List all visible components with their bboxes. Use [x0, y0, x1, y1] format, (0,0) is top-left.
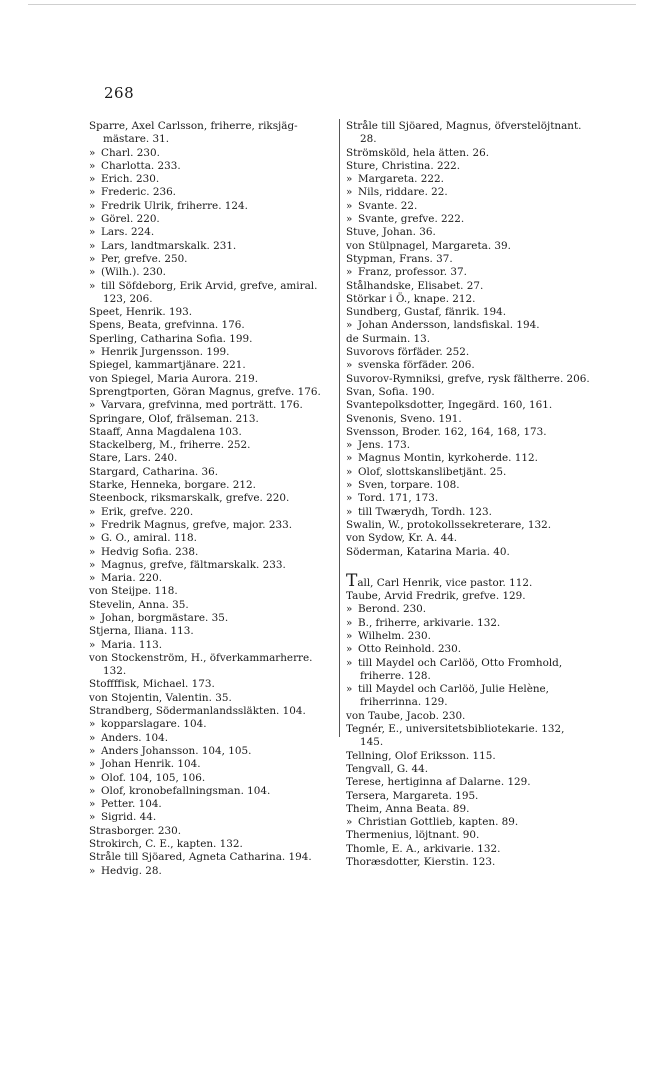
- ditto-mark: »: [89, 266, 96, 279]
- index-entry: [89, 213, 333, 226]
- index-entry: [346, 492, 590, 505]
- index-entry: [346, 590, 590, 603]
- index-entry: [89, 519, 333, 532]
- entry-text: Lars. 224.: [101, 226, 155, 239]
- index-entry: [346, 147, 590, 160]
- entry-text: Svensson, Broder. 162, 164, 168, 173.: [346, 425, 547, 438]
- index-entry: [346, 399, 590, 412]
- entry-text: Petter. 104.: [101, 798, 162, 811]
- ditto-mark: »: [346, 319, 353, 332]
- entry-text: Henrik Jurgensson. 199.: [101, 346, 230, 359]
- ditto-mark: »: [89, 505, 96, 518]
- ditto-mark: »: [346, 359, 353, 372]
- index-entry: [89, 306, 333, 319]
- entry-text: till Twærydh, Tordh. 123.: [358, 505, 492, 518]
- entry-text: Staaff, Anna Magdalena 103.: [89, 425, 242, 438]
- entry-text: svenska förfäder. 206.: [358, 359, 475, 372]
- entry-text: Stackelberg, M., friherre. 252.: [89, 439, 251, 452]
- index-entry: [89, 386, 333, 399]
- index-entry: [346, 466, 590, 479]
- entry-text: Anders. 104.: [101, 731, 169, 744]
- page-number: 268: [104, 84, 135, 102]
- index-entry: [89, 705, 333, 718]
- index-entry: [89, 413, 333, 426]
- index-entry: [89, 439, 333, 452]
- ditto-mark: »: [89, 718, 96, 731]
- entry-text: Hedvig Sofia. 238.: [101, 545, 199, 558]
- index-entry: [346, 750, 590, 763]
- index-entry: [346, 253, 590, 266]
- index-entry: [346, 173, 590, 186]
- ditto-mark: »: [346, 199, 353, 212]
- entry-text: Johan Andersson, landsfiskal. 194.: [358, 319, 540, 332]
- ditto-mark: »: [89, 159, 96, 172]
- entry-text: Christian Gottlieb, kapten. 89.: [358, 816, 519, 829]
- entry-text: Stevelin, Anna. 35.: [89, 598, 189, 611]
- index-entry: [89, 785, 333, 798]
- entry-text: Strokirch, C. E., kapten. 132.: [89, 838, 243, 851]
- index-entry: [89, 546, 333, 559]
- index-entry: [89, 120, 333, 147]
- entry-text: Thermenius, löjtnant. 90.: [346, 829, 480, 842]
- entry-text: Tegnér, E., universitetsbibliotekarie. 132, 145.: [346, 723, 565, 749]
- index-entry: [89, 811, 333, 824]
- index-entry: [89, 479, 333, 492]
- ditto-mark: »: [346, 816, 353, 829]
- column-divider: [339, 119, 340, 737]
- index-entry: [89, 173, 333, 186]
- entry-text: Spens, Beata, grefvinna. 176.: [89, 319, 245, 332]
- entry-text: von Stockenström, H., öfverkammarherre. 132.: [89, 651, 313, 678]
- ditto-mark: »: [346, 656, 353, 669]
- index-entry: [346, 413, 590, 426]
- ditto-mark: »: [89, 213, 96, 226]
- index-entry: [89, 346, 333, 359]
- entry-text: von Stülpnagel, Margareta. 39.: [346, 239, 511, 252]
- entry-text: Johan, borgmästare. 35.: [101, 611, 229, 624]
- index-entry: [346, 213, 590, 226]
- entry-text: Erich. 230.: [101, 173, 160, 186]
- entry-text: kopparslagare. 104.: [101, 718, 207, 731]
- entry-text: Fredrik Magnus, grefve, major. 233.: [101, 518, 293, 531]
- index-entry: [346, 763, 590, 776]
- ditto-mark: »: [346, 213, 353, 226]
- ditto-mark: »: [346, 603, 353, 616]
- ditto-mark: »: [89, 611, 96, 624]
- entry-text: Svenonis, Sveno. 191.: [346, 412, 462, 425]
- index-entry: [89, 585, 333, 598]
- index-entry: [346, 240, 590, 253]
- entry-text: de Surmain. 13.: [346, 332, 431, 345]
- entry-text: Stare, Lars. 240.: [89, 452, 178, 465]
- entry-text: Tord. 171, 173.: [358, 492, 439, 505]
- index-entry: [89, 466, 333, 479]
- ditto-mark: »: [89, 572, 96, 585]
- index-entry: [346, 293, 590, 306]
- entry-text: Starke, Henneka, borgare. 212.: [89, 479, 256, 492]
- entry-text: Margareta. 222.: [358, 173, 444, 186]
- index-entry: [89, 572, 333, 585]
- index-entry: [89, 506, 333, 519]
- ditto-mark: »: [346, 616, 353, 629]
- ditto-mark: »: [89, 545, 96, 558]
- index-entry: [346, 856, 590, 869]
- entry-text: Taube, Arvid Fredrik, grefve. 129.: [346, 590, 526, 603]
- entry-text: Stråle till Sjöared, Magnus, öfverstelöjtnant. 28.: [346, 120, 582, 146]
- entry-text: Stoffffisk, Michael. 173.: [89, 678, 215, 691]
- entry-text: Stråle till Sjöared, Agneta Catharina. 194.: [89, 851, 312, 864]
- index-entry: [346, 519, 590, 532]
- index-entry: [346, 373, 590, 386]
- ditto-mark: »: [89, 279, 96, 292]
- entry-text: Stjerna, Iliana. 113.: [89, 625, 194, 638]
- entry-text: Suvorovs förfäder. 252.: [346, 346, 470, 359]
- index-entry: [89, 559, 333, 572]
- entry-text: Lars, landtmarskalk. 231.: [101, 239, 237, 252]
- index-entry: [346, 816, 590, 829]
- entry-text: Sprengtporten, Göran Magnus, grefve. 176.: [89, 385, 321, 398]
- index-entry: [89, 160, 333, 173]
- index-entry: [89, 798, 333, 811]
- ditto-mark: »: [89, 399, 96, 412]
- index-entry: [89, 625, 333, 638]
- ditto-mark: »: [346, 505, 353, 518]
- ditto-mark: »: [346, 452, 353, 465]
- entry-text: Maria. 220.: [101, 572, 163, 585]
- ditto-mark: »: [89, 731, 96, 744]
- index-entry: [89, 532, 333, 545]
- index-entry: [89, 452, 333, 465]
- entry-text: Thoræsdotter, Kierstin. 123.: [346, 856, 496, 869]
- index-entry: [346, 790, 590, 803]
- entry-text: Tellning, Olof Eriksson. 115.: [346, 749, 496, 762]
- index-entry: [346, 630, 590, 643]
- entry-text: Franz, professor. 37.: [358, 266, 467, 279]
- entry-text: Sigrid. 44.: [101, 811, 157, 824]
- entry-text: Söderman, Katarina Maria. 40.: [346, 545, 510, 558]
- entry-text: B., friherre, arkivarie. 132.: [358, 616, 501, 629]
- ditto-mark: »: [346, 439, 353, 452]
- entry-text: Svante, grefve. 222.: [358, 213, 465, 226]
- index-entry: [346, 617, 590, 630]
- section-initial: T: [346, 570, 358, 591]
- index-entry: [89, 253, 333, 266]
- ditto-mark: »: [89, 532, 96, 545]
- index-entry: [346, 776, 590, 789]
- entry-text: Svantepolksdotter, Ingegärd. 160, 161.: [346, 399, 553, 412]
- ditto-mark: »: [89, 771, 96, 784]
- index-entry: [89, 639, 333, 652]
- ditto-mark: »: [89, 226, 96, 239]
- entry-text: (Wilh.). 230.: [101, 266, 166, 279]
- index-entry: [346, 426, 590, 439]
- entry-text: Stuve, Johan. 36.: [346, 226, 436, 239]
- ditto-mark: »: [346, 683, 353, 696]
- entry-text: Suvorov-Rymniksi, grefve, rysk fältherre. 206.: [346, 372, 590, 385]
- entry-text: Svante. 22.: [358, 199, 418, 212]
- ditto-mark: »: [89, 758, 96, 771]
- index-entry: [346, 319, 590, 332]
- index-entry: [89, 612, 333, 625]
- entry-text: Speet, Henrik. 193.: [89, 306, 193, 319]
- ditto-mark: »: [346, 266, 353, 279]
- entry-text: von Spiegel, Maria Aurora. 219.: [89, 372, 259, 385]
- ditto-mark: »: [89, 346, 96, 359]
- index-entry: [89, 825, 333, 838]
- entry-text: von Steijpe. 118.: [89, 585, 178, 598]
- entry-text: Sperling, Catharina Sofia. 199.: [89, 332, 253, 345]
- ditto-mark: »: [89, 239, 96, 252]
- index-entry: [346, 120, 590, 147]
- ditto-mark: »: [89, 638, 96, 651]
- entry-text: Stypman, Frans. 37.: [346, 252, 453, 265]
- index-entry: [89, 186, 333, 199]
- index-entry: [89, 280, 333, 307]
- index-entry: [89, 678, 333, 691]
- index-entry: [346, 829, 590, 842]
- index-entry: [89, 492, 333, 505]
- ditto-mark: »: [346, 173, 353, 186]
- index-entry: [89, 745, 333, 758]
- index-entry: [89, 240, 333, 253]
- entry-text: von Stojentin, Valentin. 35.: [89, 691, 232, 704]
- index-entry: [89, 319, 333, 332]
- entry-text: Strömsköld, hela ätten. 26.: [346, 146, 490, 159]
- ditto-mark: »: [89, 173, 96, 186]
- ditto-mark: »: [346, 643, 353, 656]
- entry-text: Strandberg, Södermanlandssläkten. 104.: [89, 705, 306, 718]
- entry-text: Magnus, grefve, fältmarskalk. 233.: [101, 558, 286, 571]
- index-entry: [89, 758, 333, 771]
- index-entry: [89, 266, 333, 279]
- entry-text: Anders Johansson. 104, 105.: [101, 744, 252, 757]
- index-entry: [346, 803, 590, 816]
- entry-text: Stålhandske, Elisabet. 27.: [346, 279, 484, 292]
- entry-text: Olof, slottskanslibetjänt. 25.: [358, 465, 507, 478]
- entry-text: Olof. 104, 105, 106.: [101, 771, 206, 784]
- index-entry: [346, 710, 590, 723]
- index-entry: [346, 723, 590, 750]
- entry-text: Magnus Montin, kyrkoherde. 112.: [358, 452, 538, 465]
- entry-text: Nils, riddare. 22.: [358, 186, 448, 199]
- ditto-mark: »: [89, 186, 96, 199]
- entry-text: Strasborger. 230.: [89, 824, 182, 837]
- entry-text: Johan Henrik. 104.: [101, 758, 201, 771]
- index-entry: [346, 603, 590, 616]
- index-entry: [89, 333, 333, 346]
- index-entry: [346, 643, 590, 656]
- ditto-mark: »: [89, 146, 96, 159]
- index-entry: [346, 683, 590, 710]
- entry-text: von Taube, Jacob. 230.: [346, 709, 466, 722]
- index-entry: [89, 599, 333, 612]
- ditto-mark: »: [346, 465, 353, 478]
- entry-text: Tengvall, G. 44.: [346, 762, 428, 775]
- index-entry: [89, 865, 333, 878]
- entry-text: Stargard, Catharina. 36.: [89, 465, 219, 478]
- ditto-mark: »: [89, 811, 96, 824]
- index-entry: [346, 186, 590, 199]
- entry-text: Hedvig. 28.: [101, 864, 162, 877]
- entry-text: Thomle, E. A., arkivarie. 132.: [346, 842, 501, 855]
- index-entry: [89, 373, 333, 386]
- ditto-mark: »: [89, 784, 96, 797]
- ditto-mark: »: [89, 518, 96, 531]
- index-entry: [346, 306, 590, 319]
- index-entry: [89, 226, 333, 239]
- index-entry: [346, 266, 590, 279]
- index-entry: [89, 732, 333, 745]
- index-entry: [89, 851, 333, 864]
- index-entry: [89, 772, 333, 785]
- index-entry: [346, 479, 590, 492]
- index-entry: [346, 386, 590, 399]
- entry-text: Sparre, Axel Carlsson, friherre, riksjäg-mästare. 31.: [89, 120, 298, 146]
- index-entry: [346, 346, 590, 359]
- index-entry: [89, 200, 333, 213]
- index-entry: [346, 200, 590, 213]
- entry-text: Frederic. 236.: [101, 186, 176, 199]
- ditto-mark: »: [89, 558, 96, 571]
- index-entry: [89, 838, 333, 851]
- index-column-right: [346, 120, 590, 869]
- index-entry: [346, 160, 590, 173]
- index-column-left: [89, 120, 333, 878]
- index-entry: [89, 359, 333, 372]
- index-entry: [346, 843, 590, 856]
- index-entry: [346, 333, 590, 346]
- ditto-mark: »: [346, 186, 353, 199]
- index-entry: [89, 399, 333, 412]
- ditto-mark: »: [89, 252, 96, 265]
- entry-text: Sundberg, Gustaf, fänrik. 194.: [346, 306, 507, 319]
- entry-text: till Söfdeborg, Erik Arvid, grefve, amiral. 123, 206.: [101, 279, 318, 305]
- entry-text: all, Carl Henrik, vice pastor. 112.: [357, 576, 533, 589]
- index-entry: [346, 439, 590, 452]
- index-entry: [346, 570, 590, 591]
- entry-text: Jens. 173.: [358, 439, 411, 452]
- entry-text: Terese, hertiginna af Dalarne. 129.: [346, 776, 531, 789]
- entry-text: Görel. 220.: [101, 213, 160, 226]
- index-entry: [89, 426, 333, 439]
- entry-text: Maria. 113.: [101, 638, 163, 651]
- entry-text: Sture, Christina. 222.: [346, 159, 461, 172]
- index-entry: [346, 657, 590, 684]
- section-gap: [346, 559, 590, 575]
- index-entry: [346, 546, 590, 559]
- entry-text: Tersera, Margareta. 195.: [346, 789, 479, 802]
- entry-text: Charlotta. 233.: [101, 159, 181, 172]
- entry-text: Störkar i Ö., knape. 212.: [346, 292, 476, 305]
- index-entry: [89, 692, 333, 705]
- entry-text: G. O., amiral. 118.: [101, 532, 197, 545]
- index-entry: [346, 226, 590, 239]
- ditto-mark: »: [346, 629, 353, 642]
- index-entry: [346, 452, 590, 465]
- ditto-mark: »: [89, 199, 96, 212]
- entry-text: Steenbock, riksmarskalk, grefve. 220.: [89, 492, 290, 505]
- entry-text: Fredrik Ulrik, friherre. 124.: [101, 199, 248, 212]
- index-entry: [89, 147, 333, 160]
- ditto-mark: »: [346, 492, 353, 505]
- index-entry: [346, 359, 590, 372]
- entry-text: von Sydow, Kr. A. 44.: [346, 532, 458, 545]
- entry-text: till Maydel och Carlöö, Julie Helène, friherrinna. 129.: [358, 683, 549, 709]
- entry-text: Otto Reinhold. 230.: [358, 643, 462, 656]
- entry-text: Sven, torpare. 108.: [358, 479, 460, 492]
- entry-text: Varvara, grefvinna, med porträtt. 176.: [101, 399, 303, 412]
- index-entry: [346, 532, 590, 545]
- entry-text: Wilhelm. 230.: [358, 629, 431, 642]
- entry-text: Swalin, W., protokollssekreterare, 132.: [346, 518, 551, 531]
- entry-text: Berond. 230.: [358, 603, 427, 616]
- entry-text: Olof, kronobefallningsman. 104.: [101, 784, 271, 797]
- top-rule: [28, 4, 636, 5]
- entry-text: Erik, grefve. 220.: [101, 505, 194, 518]
- entry-text: Theim, Anna Beata. 89.: [346, 802, 470, 815]
- ditto-mark: »: [346, 479, 353, 492]
- index-entry: [346, 506, 590, 519]
- entry-text: Spiegel, kammartjänare. 221.: [89, 359, 246, 372]
- entry-text: Per, grefve. 250.: [101, 252, 188, 265]
- entry-text: Svan, Sofia. 190.: [346, 385, 435, 398]
- ditto-mark: »: [89, 864, 96, 877]
- ditto-mark: »: [89, 744, 96, 757]
- entry-text: Springare, Olof, frälseman. 213.: [89, 412, 259, 425]
- entry-text: Charl. 230.: [101, 146, 160, 159]
- index-entry: [346, 280, 590, 293]
- index-entry: [89, 652, 333, 679]
- ditto-mark: »: [89, 798, 96, 811]
- entry-text: till Maydel och Carlöö, Otto Fromhold, friherre. 128.: [358, 656, 563, 682]
- index-entry: [89, 718, 333, 731]
